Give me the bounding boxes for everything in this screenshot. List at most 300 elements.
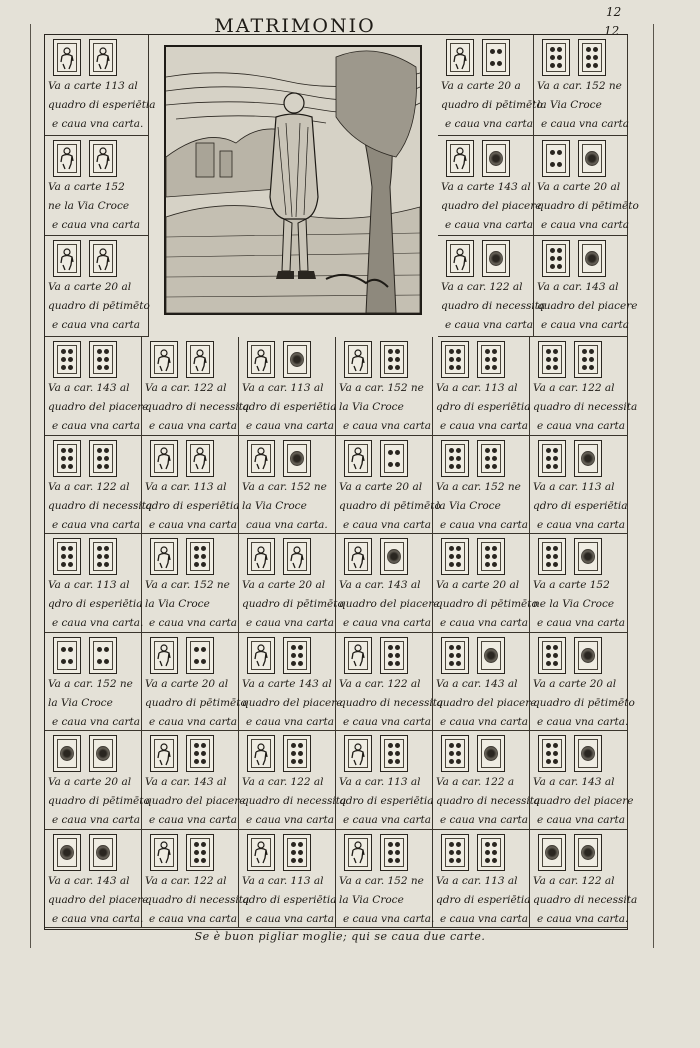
figure-card-icon [186,440,214,477]
card-face [251,345,271,374]
sun-icon [96,746,110,761]
pip-icon [61,546,66,551]
card-face [154,444,174,473]
card-face [582,144,602,173]
pip-icon [395,357,400,362]
pip-icon [492,357,497,362]
pip-icon [492,850,497,855]
pip-icon [553,546,558,551]
figure-icon [350,348,366,372]
pip-icon [104,464,109,469]
card-face [93,43,113,72]
pips-card-icon [477,341,505,378]
cell-instruction-line: qdro di esperiētia [145,499,240,512]
board-cell [239,436,336,535]
cell-instruction-line: Va a car. 143 al [533,776,615,788]
card-face [384,542,404,571]
pip-icon [291,653,296,658]
cell-instruction-line: Va a car. 122 al [145,382,227,394]
pip-icon [456,858,461,863]
pip-icon [298,661,303,666]
pips-card-icon [477,538,505,575]
pips-card-icon [283,637,311,674]
cell-instruction-line: quadro del piacere [436,696,537,709]
card-face [348,444,368,473]
board-cell [142,534,239,633]
card-face [190,444,210,473]
pip-icon [388,743,393,748]
pip-icon [490,61,495,66]
sun-card-icon [578,240,606,277]
figure-icon [253,446,269,470]
pip-icon [485,850,490,855]
pip-icon [550,63,555,68]
pip-icon [492,365,497,370]
card-face [93,838,113,867]
pip-icon [201,546,206,551]
card-face [542,838,562,867]
cell-instruction-line: e caua vna carta. [343,912,435,925]
card-face [445,641,465,670]
pip-icon [97,659,102,664]
card-pair [247,538,311,577]
card-face [57,345,77,374]
sun-icon [96,845,110,860]
pip-icon [97,456,102,461]
card-face [546,144,566,173]
figure-card-icon [247,341,275,378]
cell-instruction-line: Va a car. 122 al [441,281,523,293]
sun-icon [489,151,503,166]
cell-instruction-line: quadro del piacere [48,893,149,906]
pip-icon [492,456,497,461]
cell-instruction-line: e caua vna carta [440,617,528,629]
pip-icon [97,562,102,567]
board-cell [239,633,343,732]
card-face [154,739,174,768]
board-cell [336,337,433,436]
pip-icon [298,653,303,658]
pip-icon [456,653,461,658]
card-pair [344,735,408,774]
cell-instruction-line: e caua vna carta [440,420,528,432]
card-face [93,244,113,273]
cell-instruction-line: quadro di necessita [242,795,347,807]
pip-icon [201,659,206,664]
cell-instruction-line: qdro di esperiētia [436,401,531,413]
card-face [287,739,307,768]
pip-icon [194,850,199,855]
card-face [450,43,470,72]
card-face [287,838,307,867]
board-cell [239,830,336,929]
card-face [251,444,271,473]
pip-icon [546,645,551,650]
sun-icon [387,549,401,564]
pips-card-icon [283,735,311,772]
figure-card-icon [344,834,372,871]
card-pair [446,240,510,279]
pip-icon [553,653,558,658]
pip-icon [388,850,393,855]
figure-icon [192,446,208,470]
cell-instruction-line: Va a car. 122 al [339,677,421,690]
card-face [578,542,598,571]
pip-icon [68,448,73,453]
pip-icon [553,456,558,461]
board-cell [534,35,628,136]
board-cell [530,534,628,633]
pip-icon [456,349,461,354]
cell-instruction-line: e caua vna carta [440,912,528,925]
pips-card-icon [538,341,566,378]
board-cell [142,633,247,732]
cell-instruction-line: e caua vna carta [52,814,140,826]
figure-card-icon [344,341,372,378]
cell-instruction-line: e caua vna carta [246,420,334,432]
card-face [582,244,602,273]
cell-instruction-line: e caua vna carta [343,518,431,531]
cell-instruction-line: e caua vna carta [149,420,237,432]
pip-icon [68,647,73,652]
cell-instruction-line: quadro del piacere [339,598,440,610]
pip-icon [546,554,551,559]
pip-icon [485,546,490,551]
pip-icon [456,357,461,362]
board-cell [142,731,246,830]
pip-icon [291,661,296,666]
card-face [57,144,77,173]
board-cell [336,436,441,535]
cell-instruction-line: quadro di necessita [533,893,638,906]
figure-card-icon [247,637,275,674]
board-cell [433,830,530,929]
pip-icon [557,150,562,155]
figure-card-icon [446,39,474,76]
figure-icon [156,840,172,864]
cell-instruction-line: quadro del piacere [533,795,634,807]
cell-instruction-line: quadro del piacere [48,401,149,413]
cell-instruction-line: Va a car. 143 al [436,677,518,690]
card-pair [53,39,117,78]
board-cell [336,830,433,929]
pip-icon [492,562,497,567]
pip-icon [557,248,562,253]
card-face [93,739,113,768]
pip-icon [593,63,598,68]
page-title: MATRIMONIO [214,15,376,37]
pip-icon [298,759,303,764]
figure-card-icon [150,834,178,871]
card-face [384,345,404,374]
cell-instruction-line: Va a carte 20 al [145,677,229,690]
figure-icon [350,643,366,667]
figure-card-icon [247,538,275,575]
pip-icon [61,562,66,567]
card-pair [247,834,311,873]
figure-icon [289,545,305,569]
cell-instruction-line: Va a car. 143 al [145,776,227,788]
card-face [445,739,465,768]
cell-instruction-line: e caua vna carta [246,617,334,629]
card-face [578,345,598,374]
card-pair [53,140,117,179]
card-face [578,739,598,768]
cell-instruction-line: quadro del piacere [441,199,542,212]
cell-instruction-line: Va a car. 113 al [242,382,324,394]
pip-icon [557,264,562,269]
board-cell [433,731,541,830]
card-pair [441,440,505,479]
pip-icon [61,659,66,664]
cell-instruction-line: e caua vna carta [52,518,140,531]
pip-icon [201,647,206,652]
card-pair [53,637,117,676]
pip-icon [449,858,454,863]
pip-icon [456,842,461,847]
pip-icon [104,456,109,461]
figure-card-icon [344,735,372,772]
cell-instruction-line: Va a car. 152 ne [339,382,424,394]
pip-icon [194,562,199,567]
figure-card-icon [446,140,474,177]
figure-icon [59,247,75,271]
pip-icon [456,645,461,650]
board-cell [438,136,542,237]
pip-icon [104,365,109,370]
cell-instruction-line: Va a car. 122 al [145,874,227,887]
sun-card-icon [538,834,566,871]
pip-icon [557,55,562,60]
sun-card-icon [477,637,505,674]
cell-instruction-line: quadro di necessita [145,893,250,906]
pips-card-icon [441,440,469,477]
card-face [445,345,465,374]
figure-card-icon [53,240,81,277]
pip-icon [291,858,296,863]
pip-icon [589,349,594,354]
card-pair [538,637,602,676]
pip-icon [456,554,461,559]
cell-instruction-line: Va a carte 20 al [339,480,423,493]
pip-icon [194,647,199,652]
pip-icon [201,562,206,567]
cell-instruction-line: e caua vna carta. [537,715,629,728]
cell-instruction-line: e caua vna carta [149,518,237,531]
sun-card-icon [482,240,510,277]
cell-instruction-line: quadro di necessita [145,401,250,413]
card-face [384,838,404,867]
card-face [481,838,501,867]
pip-icon [68,464,73,469]
figure-card-icon [150,440,178,477]
card-pair [53,735,117,774]
pip-icon [553,759,558,764]
pip-icon [449,562,454,567]
pip-icon [456,448,461,453]
card-pair [150,637,214,676]
pip-icon [492,349,497,354]
pip-icon [449,349,454,354]
pips-card-icon [89,440,117,477]
figure-icon [452,146,468,170]
cell-instruction-line: Va a carte 113 al [48,80,138,92]
cell-instruction-line: e caua vna carta [537,518,625,531]
figure-icon [59,46,75,70]
board-cell [45,633,142,732]
sun-card-icon [283,440,311,477]
board-cell [45,830,149,929]
cell-instruction-line: e caua vna carta. [52,118,144,130]
figure-icon [350,446,366,470]
pip-icon [593,55,598,60]
pip-icon [456,751,461,756]
cell-instruction-line: e caua vna carta [445,319,533,331]
pip-icon [449,850,454,855]
card-pair [344,834,408,873]
sun-icon [581,746,595,761]
card-face [450,244,470,273]
pip-icon [449,448,454,453]
pip-icon [388,645,393,650]
board-cell [45,136,149,237]
pip-icon [298,743,303,748]
cell-instruction-line: Va a car. 113 al [436,874,518,887]
pip-icon [550,150,555,155]
cell-instruction-line: Va a car. 143 al [339,579,421,591]
pip-icon [586,55,591,60]
pip-icon [388,653,393,658]
card-face [93,641,113,670]
pips-card-icon [380,637,408,674]
figure-card-icon [150,637,178,674]
pip-icon [546,448,551,453]
cell-instruction-line: la Via Croce [145,598,210,610]
figure-card-icon [186,341,214,378]
cell-instruction-line: Va a car. 143 al [537,281,619,293]
footer-note: Se è buon pigliar moglie; qui se caua due carte. [194,930,486,943]
figure-card-icon [53,140,81,177]
card-face [546,244,566,273]
cell-instruction-line: la Via Croce [242,499,307,512]
pip-icon [485,554,490,559]
cell-instruction-line: la Via Croce [339,893,404,906]
pips-card-icon [283,834,311,871]
cell-instruction-line: quadro del piacere [537,300,638,312]
card-face [445,542,465,571]
cell-instruction-line: e caua vna carta [343,814,431,826]
board-cell [239,337,336,436]
figure-card-icon [89,39,117,76]
cell-instruction-line: quadro di pētimēto [533,696,635,709]
cell-instruction-line: quadro di pētimēto [242,598,344,610]
sun-icon [545,845,559,860]
cell-instruction-line: e caua vna carta [541,118,629,130]
card-face [348,345,368,374]
cell-instruction-line: e caua vna carta. [52,912,144,925]
cell-instruction-line: Va a car. 113 al [48,579,130,591]
cell-instruction-line: e caua vna carta [440,715,528,728]
sun-card-icon [574,735,602,772]
pip-icon [546,661,551,666]
board-cell [45,731,150,830]
figure-icon [253,348,269,372]
pip-icon [68,554,73,559]
card-face [287,542,307,571]
cell-instruction-line: e caua vna carta [343,420,431,432]
board-cell [433,436,530,535]
card-face [481,739,501,768]
figure-icon [95,247,111,271]
cell-instruction-line: Va a carte 20 a [441,80,521,92]
pips-card-icon [477,834,505,871]
pip-icon [61,554,66,559]
sun-card-icon [380,538,408,575]
sun-icon [484,746,498,761]
pip-icon [388,759,393,764]
pip-icon [388,365,393,370]
cell-instruction-line: qdro di esperiētia [48,598,143,610]
pip-icon [388,661,393,666]
pips-card-icon [380,440,408,477]
cell-instruction-line: quadro di necessita [339,696,444,709]
pip-icon [388,349,393,354]
pip-icon [61,464,66,469]
figure-icon [95,146,111,170]
card-face [578,641,598,670]
card-pair [441,341,505,380]
pip-icon [104,349,109,354]
pip-icon [553,357,558,362]
pip-icon [395,450,400,455]
board-cell [336,633,444,732]
cell-instruction-line: quadro di pētimēto [436,598,538,610]
pips-card-icon [380,834,408,871]
card-pair [53,538,117,577]
cell-instruction-line: e caua vna carta [149,617,237,629]
pip-icon [456,464,461,469]
cell-instruction-line: e caua vna carta [149,912,237,925]
pip-icon [449,357,454,362]
pip-icon [589,365,594,370]
card-face [486,244,506,273]
card-face [384,641,404,670]
cell-instruction-line: e caua vna carta [52,420,140,432]
sun-icon [581,451,595,466]
cell-instruction-line: Va a car. 143 al [48,874,130,887]
cell-instruction-line: Va a carte 20 al [537,180,621,193]
pip-icon [291,842,296,847]
figure-icon [95,46,111,70]
pip-icon [68,349,73,354]
pip-icon [201,751,206,756]
cell-instruction-line: e caua vna carta [445,218,533,231]
cell-instruction-line: Va a carte 143 al [441,180,531,193]
pip-icon [61,647,66,652]
figure-icon [350,840,366,864]
cell-instruction-line: e caua vna carta [246,814,334,826]
cell-instruction-line: e caua vna carta [537,617,625,629]
card-face [450,144,470,173]
sun-card-icon [283,341,311,378]
cell-instruction-line: Va a car. 152 ne [145,579,230,591]
card-face [93,444,113,473]
pip-icon [104,554,109,559]
pip-icon [449,759,454,764]
cell-instruction-line: Va a car. 113 al [145,480,227,493]
pip-icon [201,554,206,559]
card-face [542,444,562,473]
